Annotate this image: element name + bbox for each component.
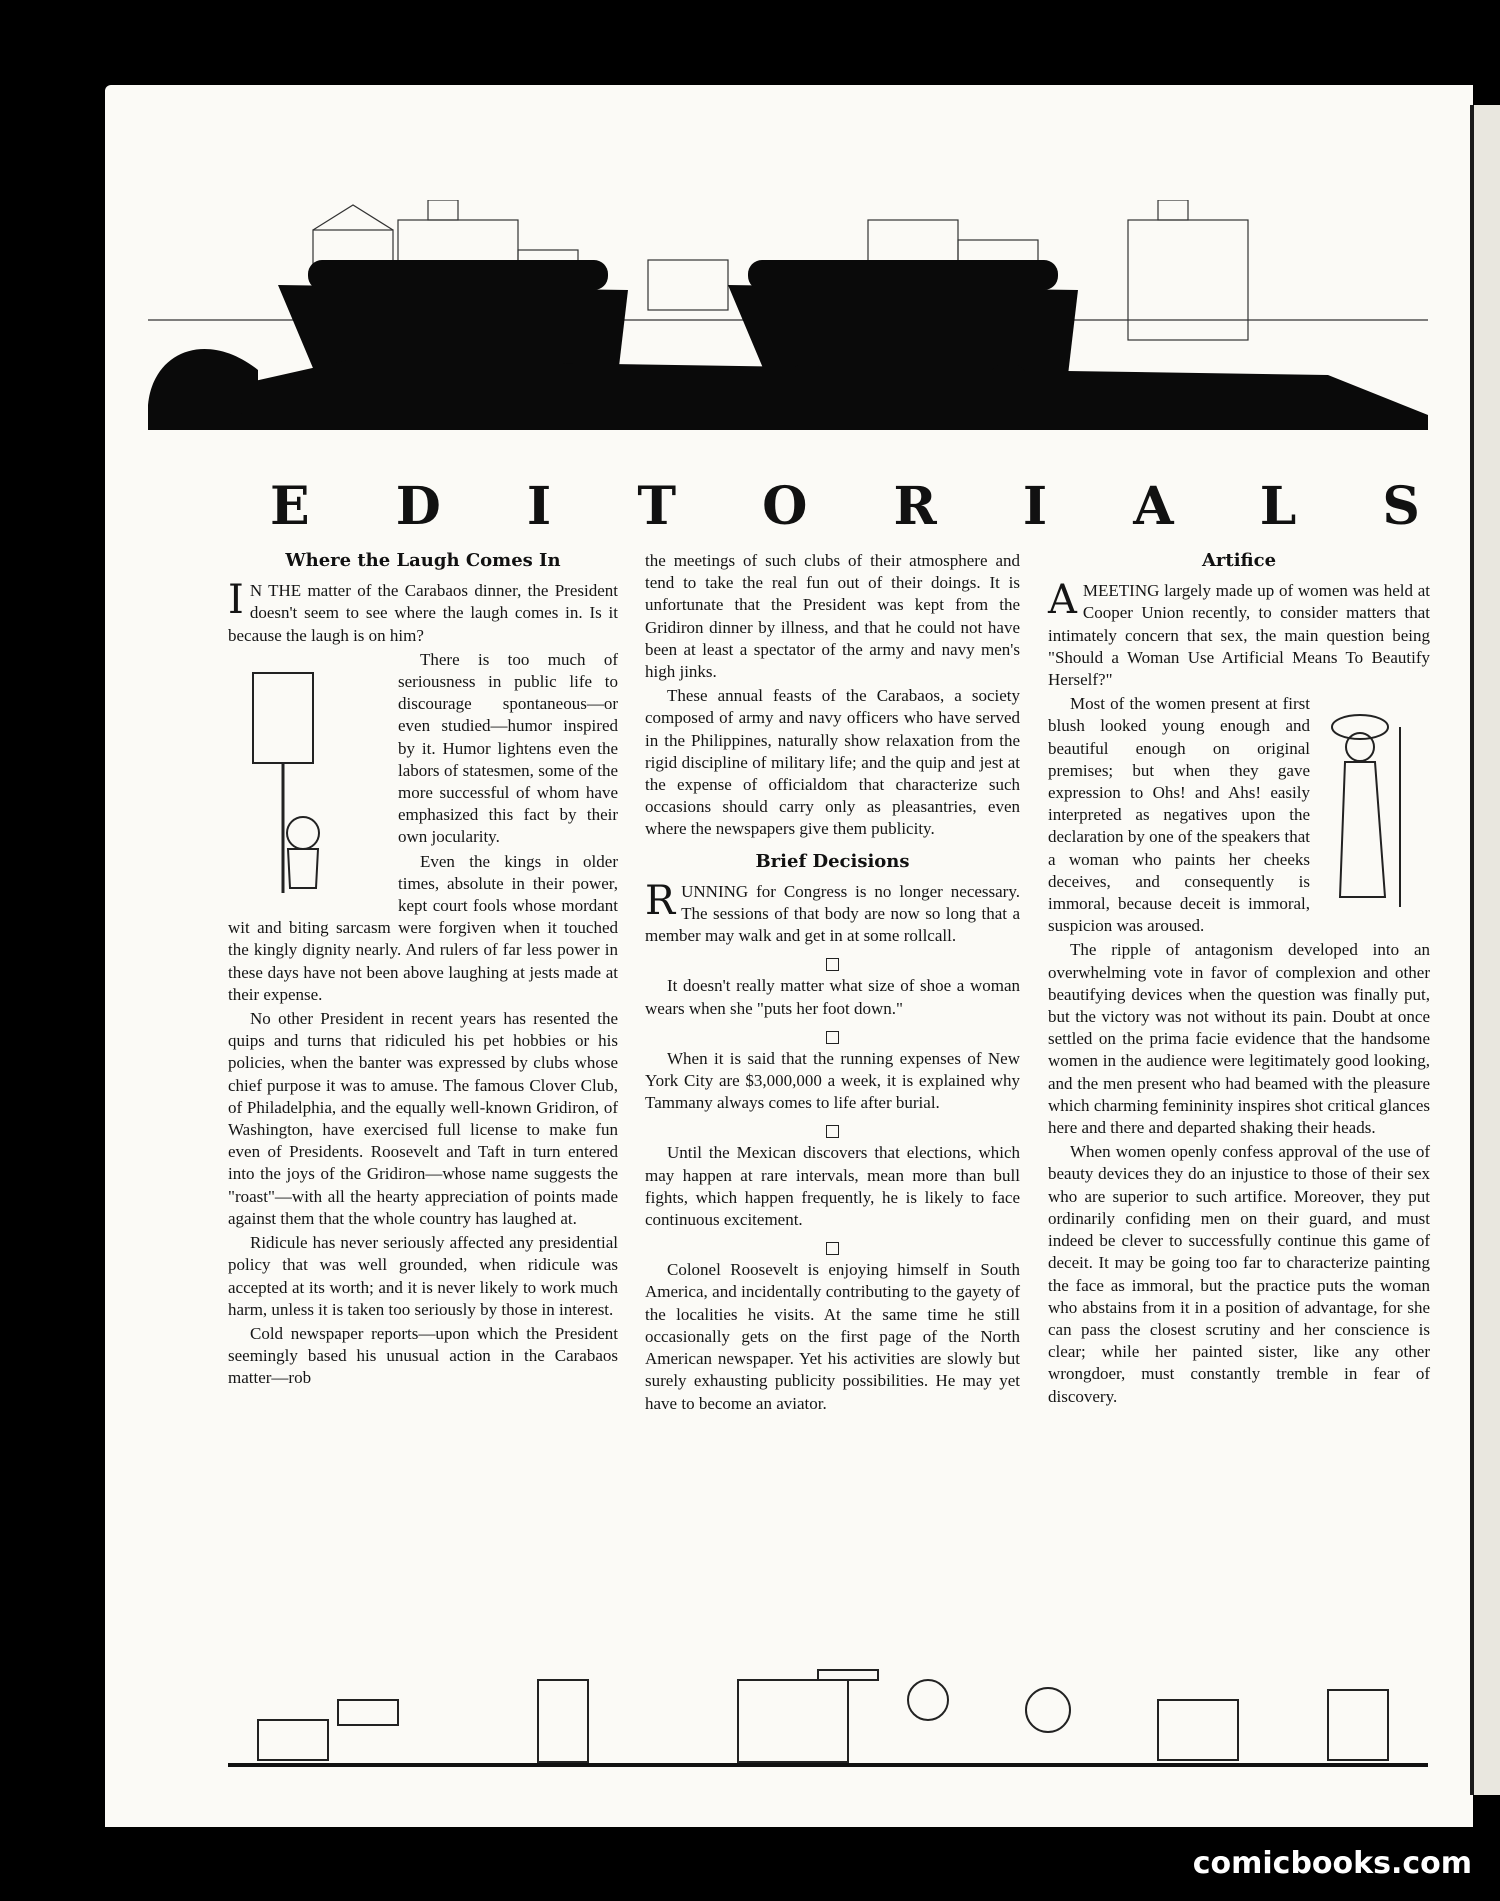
drop-cap: A: [1048, 577, 1077, 624]
masthead-letter: L: [1259, 476, 1297, 537]
masthead-letter: R: [893, 476, 937, 537]
footer-illustration: [228, 1660, 1428, 1772]
paragraph: [1048, 577, 1430, 691]
paragraph-text: UNNING for Congress is no longer necessary. The sessions of that body are now so long that a member may walk and get in at some rollcall.: [645, 881, 1020, 946]
separator-box-icon: [645, 955, 1020, 969]
section-heading: Artifice: [1201, 550, 1277, 571]
paragraph: Colonel Roosevelt is enjoying himself in South America, and incidentally contributing to the gayety of the localities he visits. At the same time he still occasionally gets on the first page of the North American newspaper. Yet his activities are slowly but surely exhausting publicity possibilities. He may yet have to become an aviator.: [645, 1260, 1020, 1413]
paragraph: Even the kings in older times, absolute in their power, kept court fools whose mordant wit and biting sarcasm were forgiven when it touched the kingly dignity nearly. And rulers of far less power in these days have not been above laughing at jests made at their expense.: [228, 851, 618, 1004]
paragraph: Ridicule has never seriously affected any presidential policy that was well grounded, when ridicule was accepted at its worth; and it is never likely to work much harm, unless it is taken too seriously by those in interest.: [228, 1233, 618, 1319]
editorials-masthead: [270, 476, 1420, 537]
column-artifice: [1048, 550, 1430, 1410]
masthead-letter: O: [762, 476, 808, 537]
section-heading: Where the Laugh Comes In: [285, 550, 561, 571]
paragraph: There is too much of seriousness in public life to discourage spontaneous—or even studied—humor inspired by it. Humor lightens even the labors of statesmen, some of the more successful of whom have emphasized this fact by their own jocularity.: [398, 649, 618, 847]
masthead-letter: E: [270, 476, 310, 537]
paragraph: It doesn't really matter what size of shoe a woman wears when she "puts her foot down.": [645, 976, 1020, 1018]
paragraph: When women openly confess approval of the use of beauty devices they do an injustice to those of their sex who are superior to such artifice. Moreover, they put ordinarily confiding men on their guard, and must indeed be clever to successfully continue this game of deceit. It may be going too far to characterize painting the face as immoral, but the practice puts the woman who abstains from it in a position of advantage, for she can pass the closest scrutiny and her conscience is clear; while her painted sister, like any other wrongdoer, must constantly tremble in fear of discovery.: [1048, 1142, 1430, 1406]
paragraph: [645, 877, 1020, 948]
masthead-letter: D: [395, 476, 441, 537]
section-heading: Brief Decisions: [755, 850, 910, 872]
separator-box-icon: [645, 1028, 1020, 1042]
masthead-letter: I: [526, 476, 552, 537]
paragraph: [228, 577, 618, 647]
paragraph: Until the Mexican discovers that elections, which may happen at rare intervals, mean more than bull fights, which happen frequently, he is likely to face continuous excitement.: [645, 1143, 1020, 1230]
site-watermark: comicbooks.com: [1192, 1846, 1472, 1881]
facing-page-edge: [1470, 105, 1500, 1795]
illustration-woman-with-parasol: [1320, 697, 1430, 927]
drop-cap: R: [645, 877, 676, 924]
masthead-letter: I: [1022, 476, 1048, 537]
paragraph: When it is said that the running expenses of New York City are $3,000,000 a week, it is explained why Tammany always comes to life after burial.: [645, 1048, 1020, 1113]
masthead-letter: A: [1133, 476, 1174, 537]
paragraph-text: MEETING largely made up of women was held at Cooper Union recently, to consider matters that intimately concern that sex, the main question being "Should a Woman Use Artificial Means To Beautify Herself?": [1048, 581, 1430, 690]
road-silhouette: [148, 360, 1428, 430]
paragraph: No other President in recent years has resented the quips and turns that ridiculed his pet hobbies or his policies, when the banter was expressed by clubs whose chief purpose it was to amuse. The famous Clover Club, of Philadelphia, and the equally well-known Gridiron, of Washington, have exercised full license to make fun even of Presidents. Roosevelt and Taft in turn entered into the joys of the Gridiron—whose name suggests the "roast"—with all the hearty appreciation of points made against them that the whole country has laughed at.: [228, 1009, 618, 1228]
drop-cap: I: [228, 577, 244, 624]
paragraph: Most of the women present at first blush looked young enough and beautiful enough on original premises; but when they gave expression to Ohs! and Ahs! easily interpreted as negatives upon the declaration by one of the speakers that a woman who paints her cheeks deceives, and consequently is immoral, because deceit is immoral, suspicion was aroused.: [1048, 694, 1310, 936]
paragraph: the meetings of such clubs of their atmosphere and tend to take the real fun out of their doings. It is unfortunate that the President was kept from the Gridiron dinner by illness, and that he could not have been at least a spectator of the army and navy men's high jinks.: [645, 551, 1020, 682]
column-where-the-laugh-comes-in: [228, 550, 618, 1392]
header-illustration: [148, 200, 1428, 470]
illustration-boy-with-sign: [228, 653, 388, 903]
masthead-letter: S: [1382, 476, 1420, 537]
masthead-letter: T: [637, 476, 677, 537]
left-bush: [148, 349, 258, 415]
column-brief-decisions: [645, 550, 1020, 1417]
paragraph: Cold newspaper reports—upon which the President seemingly based his unusual action in the Carabaos matter—rob: [228, 1323, 618, 1388]
paragraph: The ripple of antagonism developed into an overwhelming vote in favor of complexion and other beautifying devices when the question was finally put, but the victory was not without its pain. Doubt at once settled on the prima facie evidence that the handsome women in the audience were legitimately good looking, and the men present who had beamed with the pleasure which charming femininity inspires shot critical glances here and there and departed shaking their heads.: [1048, 940, 1430, 1138]
separator-box-icon: [645, 1122, 1020, 1136]
separator-box-icon: [645, 1239, 1020, 1253]
paragraph-text: N THE matter of the Carabaos dinner, the President doesn't seem to see where the laugh comes in. Is it because the laugh is on him?: [228, 581, 618, 645]
paragraph: These annual feasts of the Carabaos, a society composed of army and navy officers who have served in the Philippines, naturally show relaxation from the rigid discipline of military life; and the quip and jest at the expense of officialdom that characterize such occasions should carry only as pleasantries, even where the newspapers give them publicity.: [645, 686, 1020, 839]
